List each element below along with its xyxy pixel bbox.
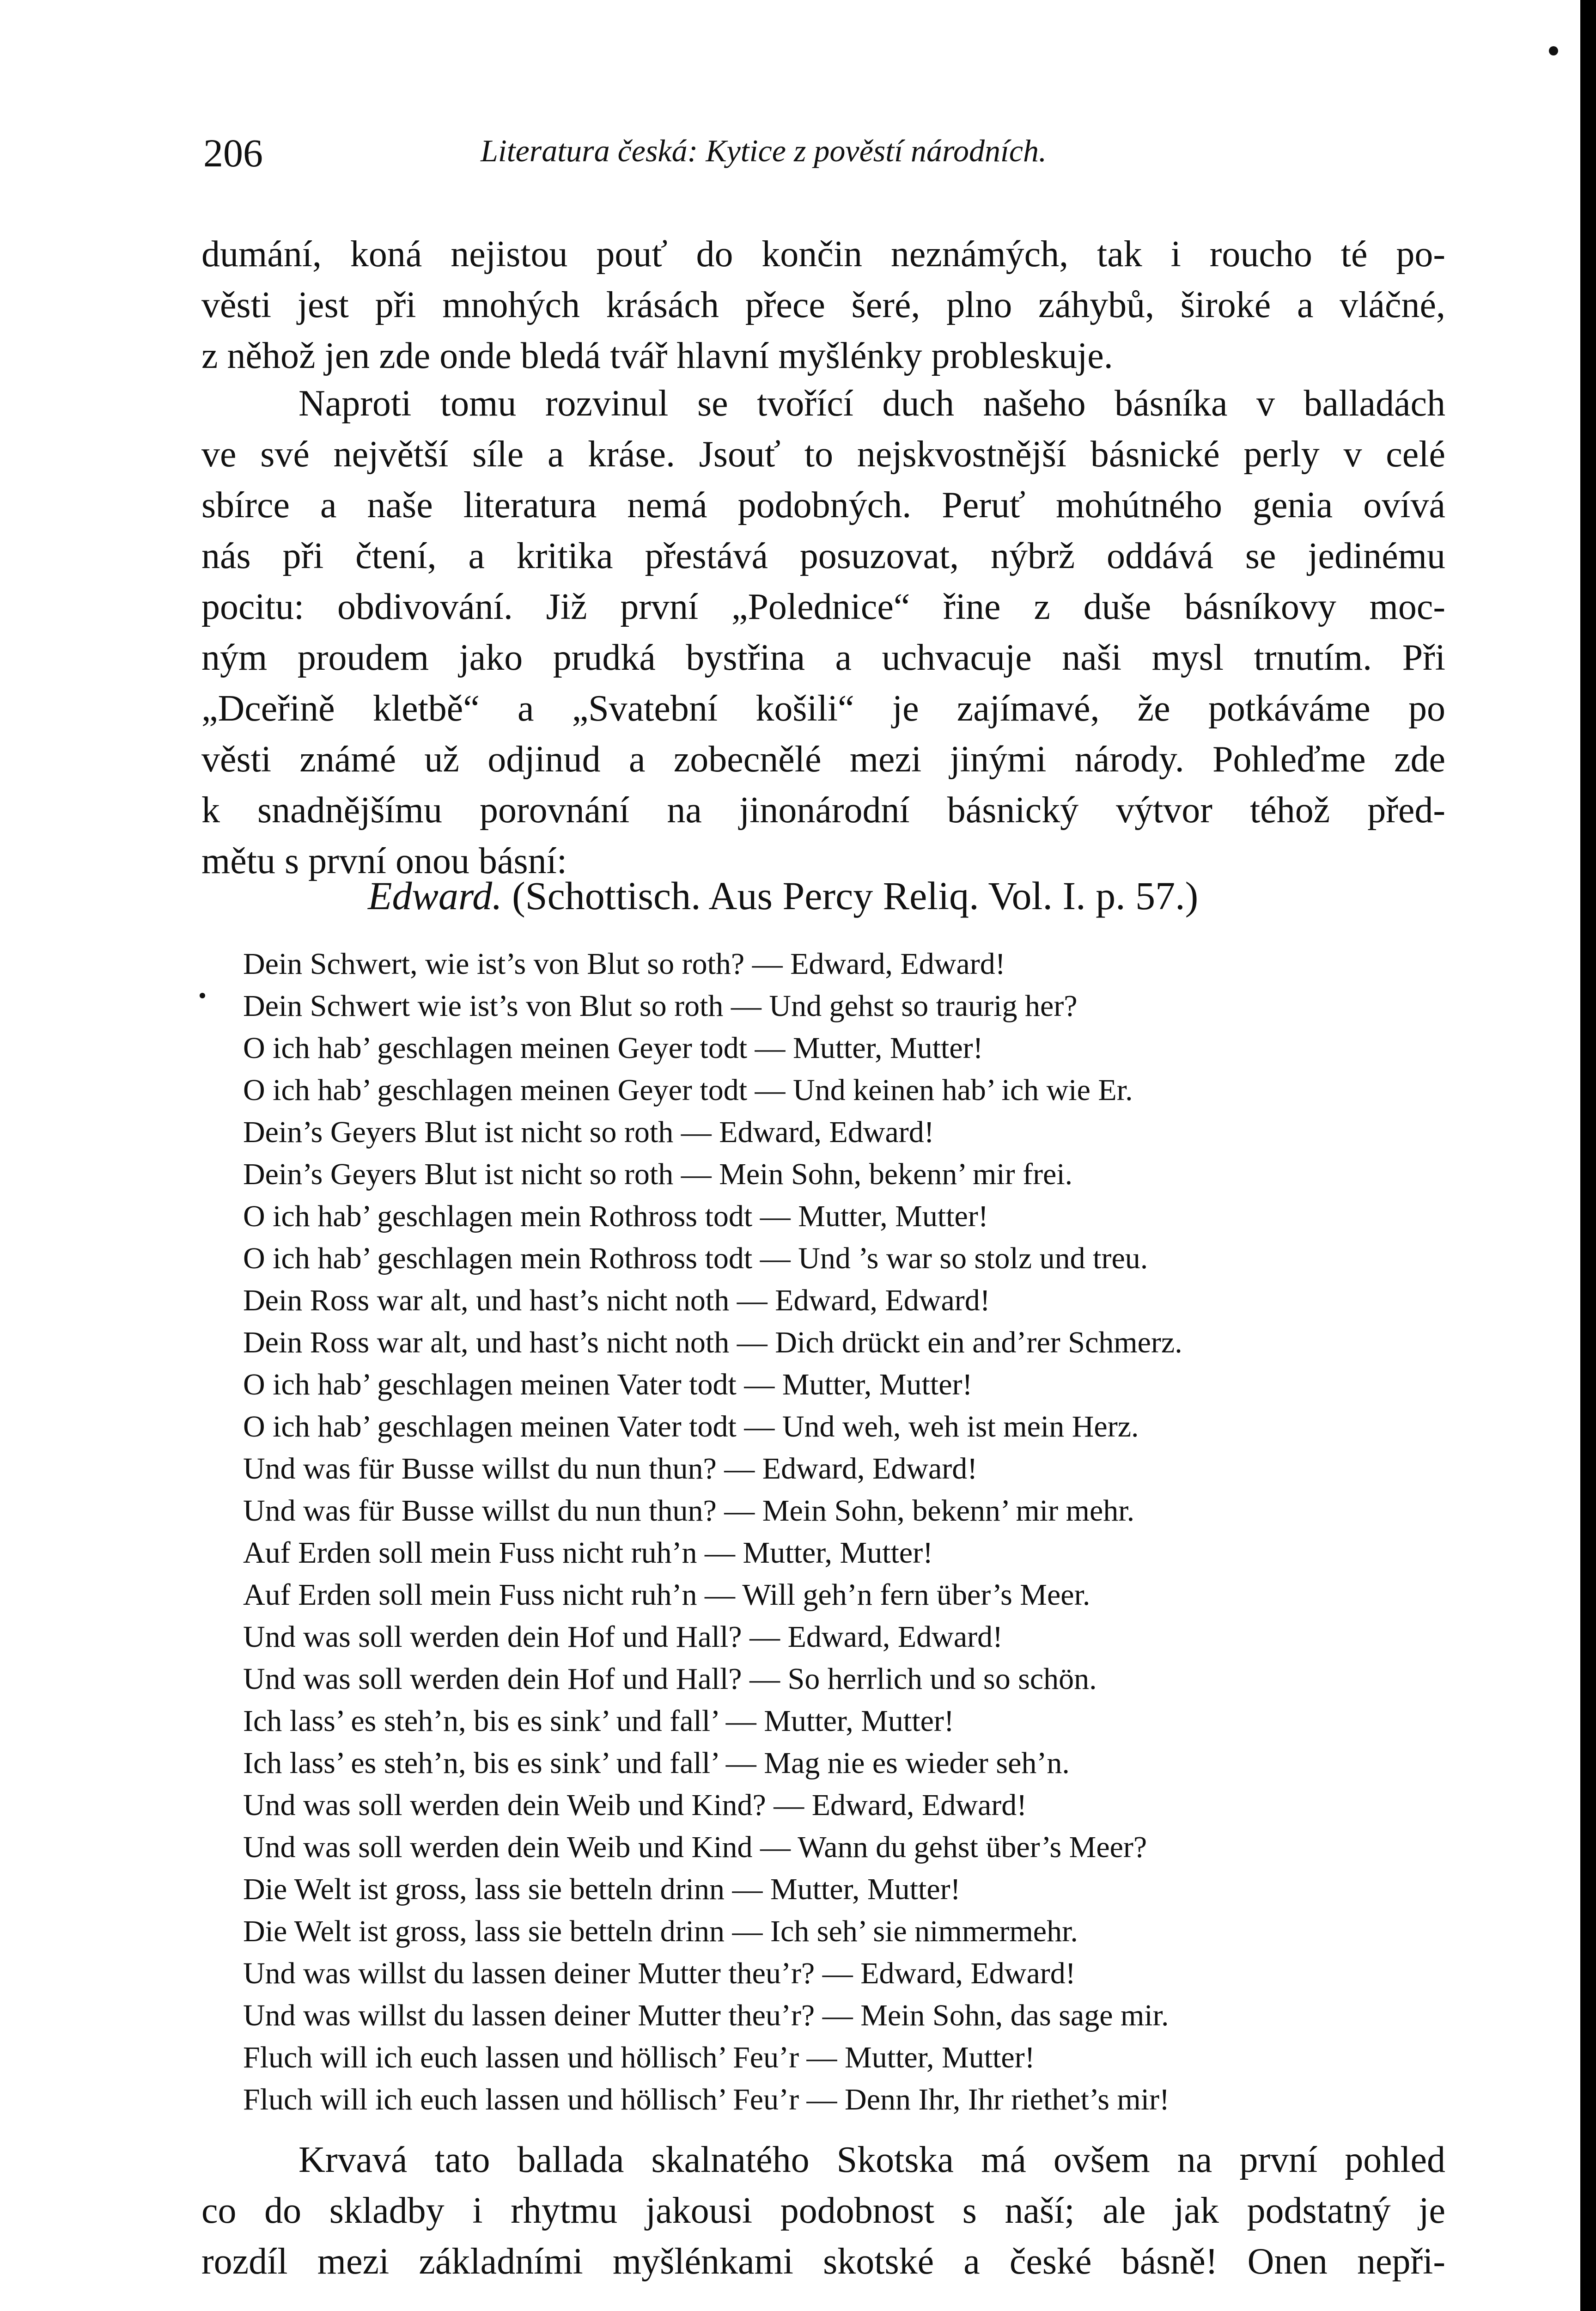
margin-dot bbox=[200, 993, 205, 998]
text-line: ným proudem jako prudká bystřina a uchvacuje naši mysl trnutím. Při bbox=[201, 637, 1445, 678]
text-line: věsti známé už odjinud a zobecnělé mezi jinými národy. Pohleďme zde bbox=[201, 739, 1445, 780]
poem-verse: Fluch will ich euch lassen und höllisch’ Feu’r — Mutter, Mutter! bbox=[243, 2041, 1035, 2074]
poem-verse: Auf Erden soll mein Fuss nicht ruh’n — Mutter, Mutter! bbox=[243, 1536, 933, 1570]
text-line: rozdíl mezi základními myšlénkami skotské a české básně! Onen nepři- bbox=[201, 2241, 1445, 2282]
poem-verse: Die Welt ist gross, lass sie betteln drinn — Mutter, Mutter! bbox=[243, 1872, 961, 1906]
text-line: pocitu: obdivování. Již první „Polednice“ řine z duše básníkovy moc- bbox=[201, 587, 1445, 627]
text-line: sbírce a naše literatura nemá podobných. Peruť mohútného genia ovívá bbox=[201, 485, 1445, 526]
poem-verse: Dein Ross war alt, und hast’s nicht noth — Edward, Edward! bbox=[243, 1284, 990, 1317]
poem-verse: Und was soll werden dein Weib und Kind — Wann du gehst über’s Meer? bbox=[243, 1830, 1147, 1864]
poem-verse: Dein Schwert wie ist’s von Blut so roth — Und gehst so traurig her? bbox=[243, 989, 1078, 1023]
text-line: dumání, koná nejistou pouť do končin neznámých, tak i roucho té po- bbox=[201, 234, 1445, 275]
poem-verse: Und was soll werden dein Weib und Kind? — Edward, Edward! bbox=[243, 1788, 1027, 1822]
poem-source: (Schottisch. Aus Percy Reliq. Vol. I. p. 57.) bbox=[512, 874, 1199, 918]
paragraph-comparison bbox=[201, 2134, 1445, 2287]
poem-verse: Dein’s Geyers Blut ist nicht so roth — Mein Sohn, bekenn’ mir frei. bbox=[243, 1157, 1073, 1191]
text-line: „Dceřině kletbě“ a „Svatební košili“ je zajímavé, že potkáváme po bbox=[201, 688, 1445, 729]
poem-title bbox=[368, 876, 1198, 916]
poem-verse: Die Welt ist gross, lass sie betteln drinn — Ich seh’ sie nimmermehr. bbox=[243, 1914, 1078, 1948]
poem-verse: O ich hab’ geschlagen mein Rothross todt — Mutter, Mutter! bbox=[243, 1199, 988, 1233]
poem-verse: Und was für Busse willst du nun thun? — Edward, Edward! bbox=[243, 1452, 978, 1486]
poem-verse: Und was für Busse willst du nun thun? — Mein Sohn, bekenn’ mir mehr. bbox=[243, 1494, 1135, 1528]
poem-verse: Und was soll werden dein Hof und Hall? — So herrlich und so schön. bbox=[243, 1662, 1097, 1696]
poem-verse: Dein Ross war alt, und hast’s nicht noth — Dich drückt ein and’rer Schmerz. bbox=[243, 1326, 1182, 1359]
text-line: věsti jest při mnohých krásách přece šeré, plno záhybů, široké a vláčné, bbox=[201, 285, 1445, 325]
text-line: k snadnějšímu porovnání na jinonárodní básnický výtvor téhož před- bbox=[201, 790, 1445, 831]
poem-verse: Ich lass’ es steh’n, bis es sink’ und fall’ — Mag nie es wieder seh’n. bbox=[243, 1746, 1070, 1780]
poem-verse: Ich lass’ es steh’n, bis es sink’ und fall’ — Mutter, Mutter! bbox=[243, 1704, 954, 1738]
poem-title-name: Edward. bbox=[368, 874, 502, 918]
scan-border-right bbox=[1580, 0, 1596, 2311]
poem-verse: Und was willst du lassen deiner Mutter theu’r? — Edward, Edward! bbox=[243, 1956, 1076, 1990]
text-line: z něhož jen zde onde bledá tvář hlavní myšlénky probleskuje. bbox=[201, 336, 1113, 376]
poem-verse: Dein’s Geyers Blut ist nicht so roth — Edward, Edward! bbox=[243, 1115, 934, 1149]
text-line: nás při čtení, a kritika přestává posuzovat, nýbrž oddává se jedinému bbox=[201, 536, 1445, 576]
text-line: Krvavá tato ballada skalnatého Skotska má ovšem na první pohled bbox=[298, 2140, 1445, 2180]
text-line: mětu s první onou básní: bbox=[201, 841, 567, 881]
poem-verses bbox=[243, 943, 1491, 2121]
poem-verse: O ich hab’ geschlagen meinen Vater todt — Mutter, Mutter! bbox=[243, 1368, 973, 1401]
poem-verse: O ich hab’ geschlagen mein Rothross todt — Und ’s war so stolz und treu. bbox=[243, 1241, 1148, 1275]
text-line: ve své největší síle a kráse. Jsouť to nejskvostnější básnické perly v celé bbox=[201, 434, 1445, 475]
paragraph-continuation bbox=[201, 229, 1445, 381]
scan-speck bbox=[1549, 46, 1558, 55]
text-line: Naproti tomu rozvinul se tvořící duch našeho básníka v balladách bbox=[298, 383, 1445, 424]
poem-verse: O ich hab’ geschlagen meinen Vater todt — Und weh, weh ist mein Herz. bbox=[243, 1410, 1139, 1443]
poem-verse: Dein Schwert, wie ist’s von Blut so roth? — Edward, Edward! bbox=[243, 947, 1005, 981]
running-title: Literatura česká: Kytice z pověstí národních. bbox=[481, 133, 1047, 168]
page-number: 206 bbox=[203, 131, 263, 175]
poem-verse: Und was soll werden dein Hof und Hall? — Edward, Edward! bbox=[243, 1620, 1003, 1654]
poem-verse: Auf Erden soll mein Fuss nicht ruh’n — Will geh’n fern über’s Meer. bbox=[243, 1578, 1090, 1612]
paragraph-ballads bbox=[201, 378, 1445, 886]
poem-verse: O ich hab’ geschlagen meinen Geyer todt — Und keinen hab’ ich wie Er. bbox=[243, 1073, 1133, 1107]
poem-verse: Und was willst du lassen deiner Mutter theu’r? — Mein Sohn, das sage mir. bbox=[243, 1999, 1169, 2032]
poem-verse: Fluch will ich euch lassen und höllisch’ Feu’r — Denn Ihr, Ihr riethet’s mir! bbox=[243, 2083, 1170, 2116]
text-line: co do skladby i rhytmu jakousi podobnost s naší; ale jak podstatný je bbox=[201, 2190, 1445, 2231]
poem-verse: O ich hab’ geschlagen meinen Geyer todt — Mutter, Mutter! bbox=[243, 1031, 983, 1065]
